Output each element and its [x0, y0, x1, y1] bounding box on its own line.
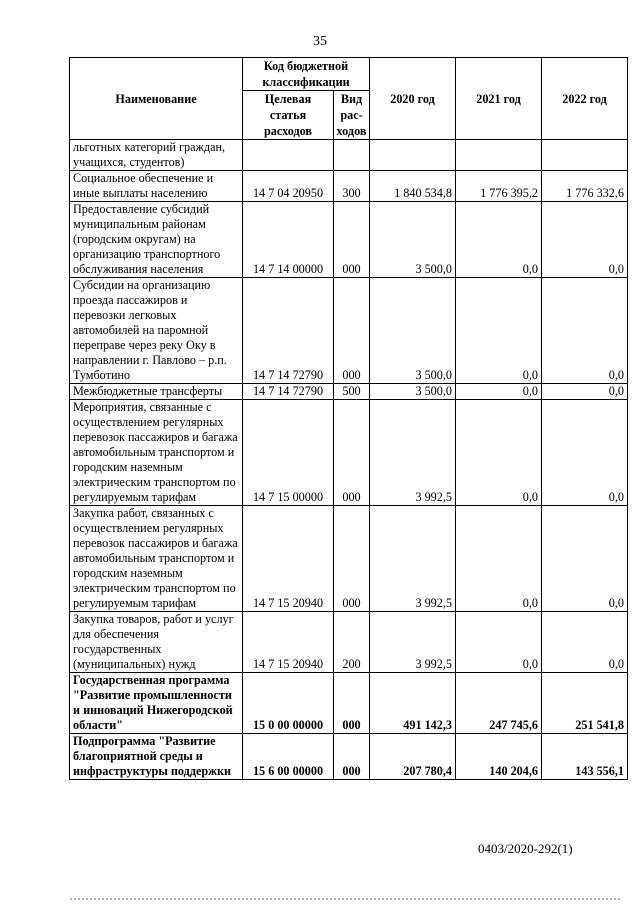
row-target-article-cell: 14 7 15 20940 — [243, 506, 334, 612]
row-target-article-cell: 15 6 00 00000 — [243, 734, 334, 780]
table-body — [70, 140, 628, 780]
table-row — [70, 278, 628, 384]
row-year-2020-cell — [370, 140, 456, 171]
row-year-2020-cell: 3 992,5 — [370, 400, 456, 506]
header-name: Наименование — [70, 58, 243, 140]
row-year-2021-cell: 140 204,6 — [456, 734, 542, 780]
page-number: 35 — [313, 34, 327, 49]
row-target-article-cell: 14 7 04 20950 — [243, 171, 334, 202]
row-name-cell: Межбюджетные трансферты — [70, 384, 243, 400]
row-name-cell: Закупка работ, связанных с осуществлением регулярных перевозок пассажиров и багажа автомобильным транспортом и городским наземным электрическим транспортом по регулируемым тарифам — [70, 506, 243, 612]
row-name-cell: Мероприятия, связанные с осуществлением регулярных перевозок пассажиров и багажа автомобильным транспортом и городским наземным электрическим транспортом по регулируемым тарифам — [70, 400, 243, 506]
row-target-article-cell: 14 7 14 72790 — [243, 278, 334, 384]
header-target-article: Целевая статья расходов — [243, 91, 334, 140]
header-year-2022: 2022 год — [542, 58, 628, 140]
next-page-shadow — [70, 898, 620, 907]
budget-table — [69, 57, 628, 780]
row-target-article-cell: 15 0 00 00000 — [243, 673, 334, 734]
row-name-cell: льготных категорий граждан, учащихся, студентов) — [70, 140, 243, 171]
row-year-2022-cell: 1 776 332,6 — [542, 171, 628, 202]
row-name-cell: Государственная программа "Развитие промышленности и инноваций Нижегородской области" — [70, 673, 243, 734]
header-year-2020: 2020 год — [370, 58, 456, 140]
row-expense-type-cell: 000 — [334, 202, 370, 278]
row-year-2022-cell: 0,0 — [542, 278, 628, 384]
table-row — [70, 140, 628, 171]
row-year-2021-cell: 0,0 — [456, 612, 542, 673]
row-year-2022-cell: 143 556,1 — [542, 734, 628, 780]
row-year-2022-cell — [542, 140, 628, 171]
table-row — [70, 171, 628, 202]
row-year-2022-cell: 0,0 — [542, 400, 628, 506]
row-year-2021-cell: 0,0 — [456, 384, 542, 400]
table-row — [70, 400, 628, 506]
row-target-article-cell: 14 7 15 20940 — [243, 612, 334, 673]
row-year-2021-cell — [456, 140, 542, 171]
row-year-2022-cell: 251 541,8 — [542, 673, 628, 734]
row-year-2021-cell: 247 745,6 — [456, 673, 542, 734]
row-name-cell: Субсидии на организацию проезда пассажиров и перевозки легковых автомобилей на паромной переправе через реку Оку в направлении г. Павлово – р.п. Тумботино — [70, 278, 243, 384]
row-year-2020-cell: 491 142,3 — [370, 673, 456, 734]
row-name-cell: Подпрограмма "Развитие благоприятной среды и инфраструктуры поддержки — [70, 734, 243, 780]
row-target-article-cell — [243, 140, 334, 171]
row-expense-type-cell — [334, 140, 370, 171]
row-year-2021-cell: 0,0 — [456, 506, 542, 612]
row-year-2020-cell: 207 780,4 — [370, 734, 456, 780]
table-row — [70, 612, 628, 673]
document-code: 0403/2020-292(1) — [478, 841, 573, 856]
table-row — [70, 202, 628, 278]
row-year-2021-cell: 0,0 — [456, 202, 542, 278]
row-year-2020-cell: 3 500,0 — [370, 278, 456, 384]
row-year-2022-cell: 0,0 — [542, 384, 628, 400]
row-expense-type-cell: 000 — [334, 506, 370, 612]
row-expense-type-cell: 200 — [334, 612, 370, 673]
row-expense-type-cell: 300 — [334, 171, 370, 202]
table-row — [70, 673, 628, 734]
row-name-cell: Социальное обеспечение и иные выплаты населению — [70, 171, 243, 202]
row-year-2022-cell: 0,0 — [542, 612, 628, 673]
table-row — [70, 506, 628, 612]
row-name-cell: Предоставление субсидий муниципальным районам (городским округам) на организацию транспортного обслуживания населения — [70, 202, 243, 278]
row-year-2020-cell: 1 840 534,8 — [370, 171, 456, 202]
row-expense-type-cell: 000 — [334, 734, 370, 780]
row-target-article-cell: 14 7 14 00000 — [243, 202, 334, 278]
row-expense-type-cell: 500 — [334, 384, 370, 400]
row-year-2020-cell: 3 992,5 — [370, 506, 456, 612]
row-year-2020-cell: 3 500,0 — [370, 384, 456, 400]
row-year-2021-cell: 1 776 395,2 — [456, 171, 542, 202]
header-budget-code: Код бюджетной классификации — [243, 58, 370, 91]
row-year-2022-cell: 0,0 — [542, 506, 628, 612]
row-year-2021-cell: 0,0 — [456, 400, 542, 506]
row-name-cell: Закупка товаров, работ и услуг для обеспечения государственных (муниципальных) нужд — [70, 612, 243, 673]
row-target-article-cell: 14 7 14 72790 — [243, 384, 334, 400]
row-year-2020-cell: 3 992,5 — [370, 612, 456, 673]
row-expense-type-cell: 000 — [334, 278, 370, 384]
table-row — [70, 384, 628, 400]
row-year-2022-cell: 0,0 — [542, 202, 628, 278]
header-expense-type: Вид рас-ходов — [334, 91, 370, 140]
row-expense-type-cell: 000 — [334, 673, 370, 734]
row-expense-type-cell: 000 — [334, 400, 370, 506]
row-target-article-cell: 14 7 15 00000 — [243, 400, 334, 506]
header-year-2021: 2021 год — [456, 58, 542, 140]
row-year-2020-cell: 3 500,0 — [370, 202, 456, 278]
table-row — [70, 734, 628, 780]
row-year-2021-cell: 0,0 — [456, 278, 542, 384]
